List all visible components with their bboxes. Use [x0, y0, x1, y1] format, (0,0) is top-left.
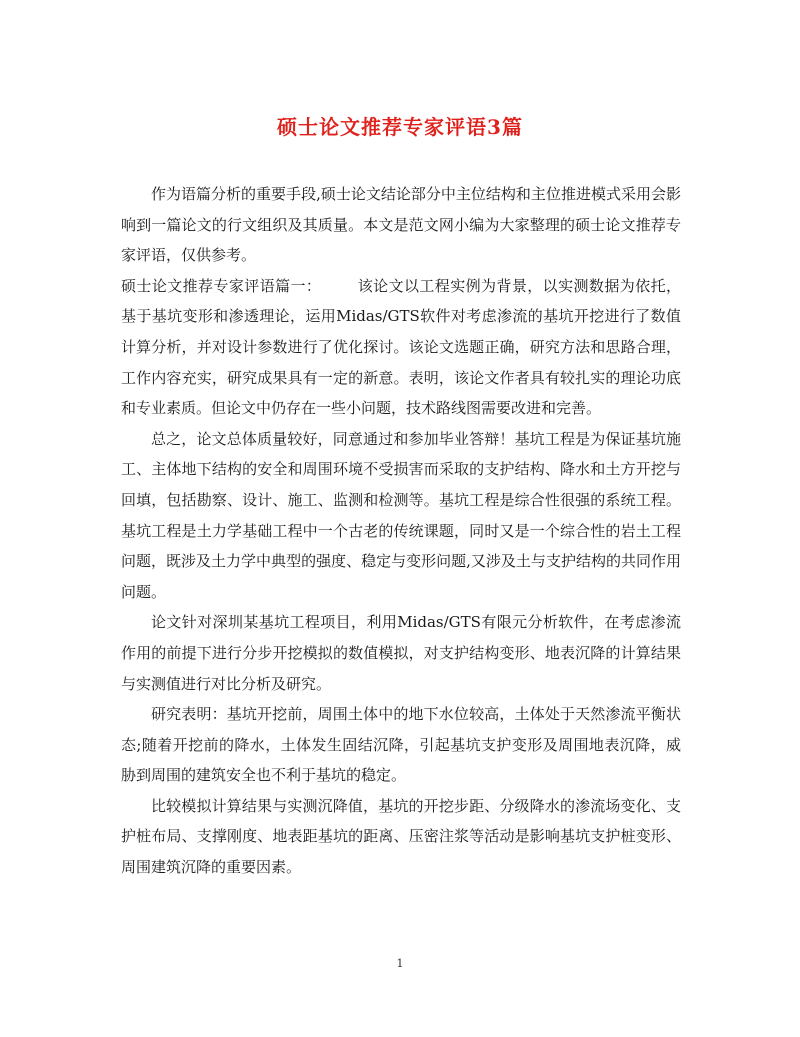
section-one-body: 该论文以工程实例为背景，以实测数据为依托，基于基坑变形和渗透理论，运用Midas/GTS软件对考虑渗流的基坑开挖进行了数值计算分析，并对设计参数进行了优化探讨。该论文选题正确，研究方法和思路合理，工作内容充实，研究成果具有一定的新意。表明，该论文作者具有较扎实的理论功底和专业素质。但论文中仍存在一些小问题，技术路线图需要改进和完善。	[121, 276, 681, 418]
findings-paragraph: 研究表明：基坑开挖前，周围土体中的地下水位较高，土体处于天然渗流平衡状态;随着开挖前的降水，土体发生固结沉降，引起基坑支护变形及周围地表沉降，威胁到周围的建筑安全也不利于基坑的稳定。	[121, 705, 681, 785]
document-body	[121, 179, 681, 883]
method-paragraph: 论文针对深圳某基坑工程项目，利用Midas/GTS有限元分析软件，在考虑渗流作用的前提下进行分步开挖模拟的数值模拟，对支护结构变形、地表沉降的计算结果与实测值进行对比分析及研究。	[121, 613, 681, 693]
summary-paragraph: 总之，论文总体质量较好，同意通过和参加毕业答辩！基坑工程是为保证基坑施工、主体地下结构的安全和周围环境不受损害而采取的支护结构、降水和土方开挖与回填，包括勘察、设计、施工、监测和检测等。基坑工程是综合性很强的系统工程。 基坑工程是土力学基础工程中一个古老的传统课题，同时又是一个综合性的岩土工程问题，既涉及土力学中典型的强度、稳定与变形问题,又涉及土与支护结构的共同作用问题。	[121, 429, 681, 601]
section-one-paragraph	[121, 271, 681, 424]
intro-paragraph: 作为语篇分析的重要手段,硕士论文结论部分中主位结构和主位推进模式采用会影响到一篇论文的行文组织及其质量。本文是范文网小编为大家整理的硕士论文推荐专家评语，仅供参考。	[121, 185, 681, 265]
document-title: 硕士论文推荐专家评语3篇	[277, 115, 523, 139]
section-one-heading: 硕士论文推荐专家评语篇一：	[121, 276, 322, 295]
comparison-paragraph: 比较模拟计算结果与实测沉降值，基坑的开挖步距、分级降水的渗流场变化、支护桩布局、支撑刚度、地表距基坑的距离、压密注浆等活动是影响基坑支护桩变形、周围建筑沉降的重要因素。	[121, 796, 681, 877]
page-number: 1	[396, 957, 404, 970]
